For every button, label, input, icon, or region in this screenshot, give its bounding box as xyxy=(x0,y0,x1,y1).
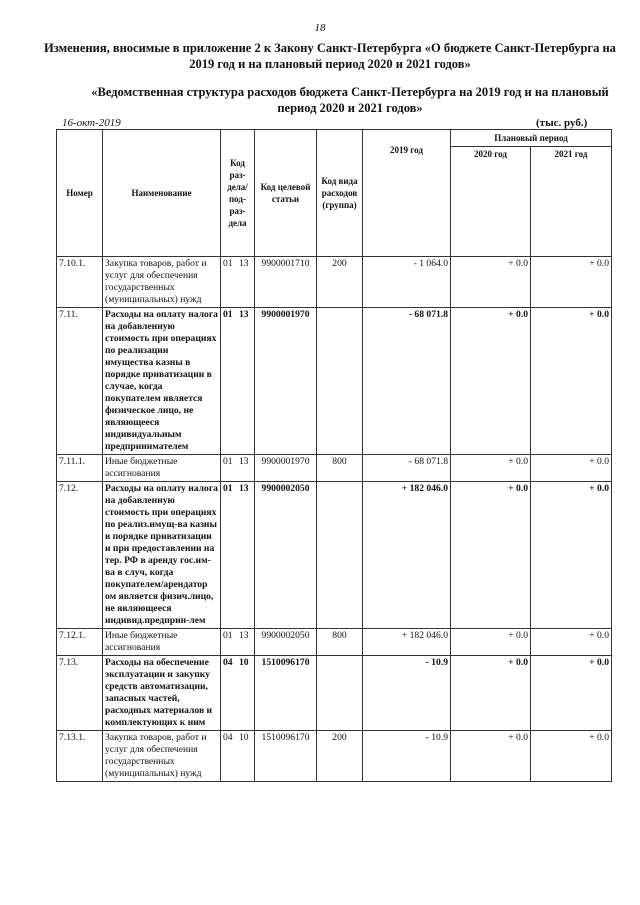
row-name: Закупка товаров, работ и услуг для обеспечения государственных (муниципальных) нужд xyxy=(103,257,221,308)
header-2020: 2020 год xyxy=(451,147,531,257)
row-section xyxy=(221,308,255,455)
row-2020: + 0.0 xyxy=(451,629,531,656)
row-2019: - 10.9 xyxy=(363,656,451,731)
row-2019: - 1 064.0 xyxy=(363,257,451,308)
header-2019: 2019 год xyxy=(363,130,451,257)
row-2021: + 0.0 xyxy=(531,731,612,782)
row-section xyxy=(221,656,255,731)
row-subsection-code: 13 xyxy=(239,456,249,467)
row-2021: + 0.0 xyxy=(531,455,612,482)
units-label: (тыс. руб.) xyxy=(536,117,588,129)
document-date: 16-окт-2019 xyxy=(62,117,121,129)
row-name: Закупка товаров, работ и услуг для обеспечения государственных (муниципальных) нужд xyxy=(103,731,221,782)
header-target: Код целевой статьи xyxy=(255,130,317,257)
table-row xyxy=(57,482,612,629)
table-row xyxy=(57,455,612,482)
row-exp-type: 200 xyxy=(317,257,363,308)
row-target-code: 9900002050 xyxy=(255,629,317,656)
row-2021: + 0.0 xyxy=(531,656,612,731)
row-2021: + 0.0 xyxy=(531,257,612,308)
row-exp-type xyxy=(317,308,363,455)
row-exp-type xyxy=(317,656,363,731)
header-plan-period: Плановый период xyxy=(451,130,612,147)
row-2020: + 0.0 xyxy=(451,656,531,731)
header-number: Номер xyxy=(57,130,103,257)
row-section-code: 04 xyxy=(223,657,233,668)
row-target-code: 9900001710 xyxy=(255,257,317,308)
row-number: 7.12. xyxy=(57,482,103,629)
row-target-code: 9900001970 xyxy=(255,308,317,455)
row-2021: + 0.0 xyxy=(531,308,612,455)
budget-table xyxy=(56,129,612,782)
document-title: Изменения, вносимые в приложение 2 к Закону Санкт-Петербурга «О бюджете Санкт-Петербурга на 2019 год и на плановый период 2020 и 2021 годов» xyxy=(44,41,616,71)
row-2020: + 0.0 xyxy=(451,482,531,629)
row-exp-type xyxy=(317,482,363,629)
row-section xyxy=(221,731,255,782)
row-2020: + 0.0 xyxy=(451,308,531,455)
row-number: 7.13. xyxy=(57,656,103,731)
row-name: Расходы на обеспечение эксплуатации и закупку средств автоматизации, запасных частей, расходных материалов и комплектующих к ним xyxy=(103,656,221,731)
row-target-code: 9900001970 xyxy=(255,455,317,482)
row-section xyxy=(221,629,255,656)
row-section-code: 01 xyxy=(223,456,233,467)
row-section xyxy=(221,455,255,482)
row-2019: - 68 071.8 xyxy=(363,455,451,482)
row-2021: + 0.0 xyxy=(531,482,612,629)
row-subsection-code: 10 xyxy=(239,732,249,743)
row-number: 7.13.1. xyxy=(57,731,103,782)
row-section-code: 01 xyxy=(223,630,233,641)
row-exp-type: 200 xyxy=(317,731,363,782)
header-2021: 2021 год xyxy=(531,147,612,257)
table-body xyxy=(57,257,612,782)
row-section xyxy=(221,482,255,629)
row-section xyxy=(221,257,255,308)
table-row xyxy=(57,731,612,782)
row-number: 7.11.1. xyxy=(57,455,103,482)
row-name: Иные бюджетные ассигнования xyxy=(103,629,221,656)
header-section: Код раз-дела/ под-раз-дела xyxy=(221,130,255,257)
row-target-code: 1510096170 xyxy=(255,656,317,731)
row-2019: - 10.9 xyxy=(363,731,451,782)
row-subsection-code: 13 xyxy=(239,483,249,494)
row-section-code: 01 xyxy=(223,309,233,320)
row-number: 7.11. xyxy=(57,308,103,455)
row-2019: - 68 071.8 xyxy=(363,308,451,455)
table-row xyxy=(57,308,612,455)
row-subsection-code: 13 xyxy=(239,258,249,269)
row-2020: + 0.0 xyxy=(451,257,531,308)
row-number: 7.12.1. xyxy=(57,629,103,656)
row-section-code: 01 xyxy=(223,258,233,269)
row-exp-type: 800 xyxy=(317,455,363,482)
table-row xyxy=(57,629,612,656)
row-name: Расходы на оплату налога на добавленную стоимость при операциях по реализ.имущ-ва казны в порядке приватизации и при предоставлении на тер. РФ в аренду гос.им-ва в случ, когда покупателем/арендатор ом является физич.лицо, не являющееся индивид.предприн-лем xyxy=(103,482,221,629)
row-subsection-code: 10 xyxy=(239,657,249,668)
row-number: 7.10.1. xyxy=(57,257,103,308)
row-2021: + 0.0 xyxy=(531,629,612,656)
row-section-code: 01 xyxy=(223,483,233,494)
header-exp-type: Код вида расходов (группа) xyxy=(317,130,363,257)
row-2020: + 0.0 xyxy=(451,455,531,482)
table-row xyxy=(57,257,612,308)
row-2019: + 182 046.0 xyxy=(363,629,451,656)
table-row xyxy=(57,656,612,731)
document-subtitle: «Ведомственная структура расходов бюджета Санкт-Петербурга на 2019 год и на плановый период 2020 и 2021 годов» xyxy=(91,85,609,115)
row-2019: + 182 046.0 xyxy=(363,482,451,629)
row-subsection-code: 13 xyxy=(239,309,249,320)
row-name: Иные бюджетные ассигнования xyxy=(103,455,221,482)
row-subsection-code: 13 xyxy=(239,630,249,641)
row-exp-type: 800 xyxy=(317,629,363,656)
page-number: 18 xyxy=(314,22,326,34)
row-target-code: 9900002050 xyxy=(255,482,317,629)
row-section-code: 04 xyxy=(223,732,233,743)
row-name: Расходы на оплату налога на добавленную стоимость при операциях по реализации имущества казны в порядке приватизации в случае, когда покупателем является физическое лицо, не являющееся индивидуальным предпринимателем xyxy=(103,308,221,455)
header-name: Наименование xyxy=(103,130,221,257)
row-target-code: 1510096170 xyxy=(255,731,317,782)
row-2020: + 0.0 xyxy=(451,731,531,782)
